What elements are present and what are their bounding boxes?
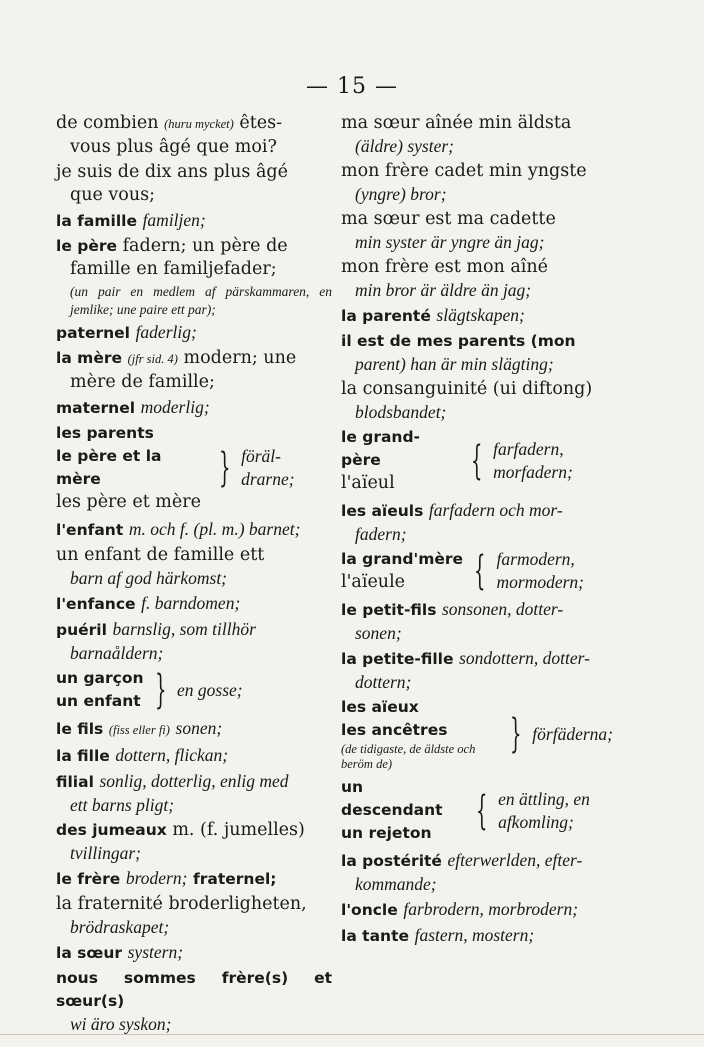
entry-continuation: que vous; <box>70 185 155 205</box>
entry-text: de combien <box>56 113 159 133</box>
headword: fraternel; <box>193 870 277 888</box>
brace-icon: } <box>509 711 522 757</box>
brace-icon: } <box>154 667 167 713</box>
headword: il est de mes parents (mon <box>341 332 576 350</box>
entry-fraternite <box>56 893 332 939</box>
entry-continuation: min bror är äldre än jag; <box>355 280 532 300</box>
headword: nous sommes frère(s) et sœur(s) <box>56 969 332 1010</box>
headword: des jumeaux <box>56 821 167 839</box>
headword: le grand-père <box>341 428 420 469</box>
entry-note-pair <box>56 283 332 319</box>
entry-continuation: (äldre) syster; <box>355 136 454 156</box>
translation: modern; une <box>183 348 297 368</box>
translation: en ättling, en afkomling; <box>498 788 590 832</box>
headword: l'enfance <box>56 595 136 613</box>
entry-text: un enfant de famille ett <box>56 545 265 565</box>
headword: le frère <box>56 870 121 888</box>
entry-fils <box>56 717 332 742</box>
entry-text: ma sœur est ma cadette <box>341 209 556 229</box>
brace-icon: } <box>218 445 231 491</box>
group-descendant <box>341 776 613 845</box>
translation: efterwerlden, efter- <box>447 850 583 870</box>
entry-pere <box>56 235 332 281</box>
translation: förfäderna; <box>532 723 613 744</box>
translation: f. barndomen; <box>141 593 241 613</box>
headword: le père <box>56 237 117 255</box>
entry-posterite <box>341 849 613 896</box>
headword: la famille <box>56 212 137 230</box>
translation: föräl-drarne; <box>241 446 295 489</box>
headword: un garçon <box>56 669 144 687</box>
headword: un descendant <box>341 778 443 819</box>
entry-petit-fils <box>341 598 613 645</box>
entry-filial <box>56 770 332 817</box>
group-aieux <box>341 696 613 772</box>
headword: l'aïeul <box>341 473 395 493</box>
translation: m. och f. (pl. m.) barnet; <box>128 519 301 539</box>
entry-nous-sommes <box>56 967 332 1036</box>
headword: la sœur <box>56 944 123 962</box>
headword: la tante <box>341 927 409 945</box>
entry-continuation: barnaåldern; <box>70 643 164 663</box>
entry-continuation: min syster är yngre än jag; <box>355 232 545 252</box>
entry-note: (huru mycket) <box>164 117 234 131</box>
entry-continuation: tvillingar; <box>70 843 141 863</box>
translation: dottern, flickan; <box>115 745 229 765</box>
translation: sondottern, dotter- <box>459 648 590 668</box>
page-number: — 15 — <box>306 74 398 99</box>
translation: barnslig, som tillhör <box>112 619 256 639</box>
entry-maternel <box>56 396 332 420</box>
entry-tante <box>341 924 613 948</box>
headword: les ancêtres <box>341 721 448 739</box>
entry-famille <box>56 209 332 233</box>
entry-cadette <box>341 208 613 254</box>
entry-text: ma sœur aînée min äldsta <box>341 113 572 133</box>
headword: les aïeuls <box>341 502 424 520</box>
entry-continuation: ett barns pligt; <box>70 795 175 815</box>
entry-parente <box>341 304 613 328</box>
headword: la postérité <box>341 852 442 870</box>
headword: les aïeux <box>341 698 419 716</box>
headword: un enfant <box>56 692 141 710</box>
entry-continuation: vous plus âgé que moi? <box>70 137 277 157</box>
translation: sonlig, dotterlig, enlig med <box>99 771 289 791</box>
entry-pueril <box>56 618 332 665</box>
group-parents <box>56 422 332 514</box>
headword: la mère <box>56 349 122 367</box>
entry-frere-cadet <box>341 160 613 206</box>
translation: farbrodern, morbrodern; <box>403 899 579 919</box>
entry-text: mon frère est mon aîné <box>341 257 549 277</box>
brace-icon: { <box>475 787 488 834</box>
entry-soeur <box>56 941 332 965</box>
headword: le père et la mère <box>56 447 162 488</box>
brace-icon: { <box>470 437 483 484</box>
translation: moderlig; <box>140 397 210 417</box>
translation: systern; <box>127 942 184 962</box>
translation: sonen; <box>175 718 223 738</box>
entry-continuation: kommande; <box>355 874 437 894</box>
headword: le petit-fils <box>341 601 437 619</box>
left-column <box>56 112 332 1038</box>
translation: farmodern, mormodern; <box>496 549 585 592</box>
entry-paternel <box>56 321 332 345</box>
translation: brodern; <box>125 868 188 888</box>
entry-note: (de tidigaste, de äldste och beröm de) <box>341 742 476 771</box>
translation: sonsonen, dotter- <box>442 599 564 619</box>
entry-note: (fiss eller fi) <box>108 723 170 737</box>
headword: filial <box>56 773 94 791</box>
translation: en gosse; <box>177 679 243 700</box>
entry-frere <box>56 867 332 891</box>
entry-aieuls <box>341 499 613 546</box>
group-garcon <box>56 667 332 713</box>
entry-text: je suis de dix ans plus âgé <box>56 162 288 182</box>
right-column <box>341 112 613 950</box>
translation: fastern, mostern; <box>414 925 535 945</box>
headword: l'aïeule <box>341 572 406 592</box>
headword: les père et mère <box>56 492 201 512</box>
entry-enfant-famille <box>56 544 332 590</box>
entry-enfant <box>56 518 332 542</box>
entry-il-est <box>341 330 613 376</box>
headword: la fille <box>56 747 110 765</box>
translation: fadern; un père de <box>122 236 288 256</box>
small-note: (un pair en medlem af pärskammaren, en jemlike; une paire ett par); <box>70 284 332 317</box>
headword: la parenté <box>341 307 431 325</box>
entry-continuation: blodsbandet; <box>355 402 447 422</box>
entry-fille <box>56 744 332 768</box>
entry-note: (jfr sid. 4) <box>127 352 178 366</box>
headword: maternel <box>56 399 136 417</box>
headword: paternel <box>56 324 130 342</box>
headword: un rejeton <box>341 824 432 842</box>
entry-mere <box>56 347 332 394</box>
entry-consanguinite <box>341 378 613 424</box>
entry-soeur-ainee <box>341 112 613 158</box>
entry-continuation: wi äro syskon; <box>70 1014 172 1034</box>
entry-aine <box>341 256 613 302</box>
headword: l'oncle <box>341 901 398 919</box>
headword: la grand'mère <box>341 550 464 568</box>
entry-combien <box>56 112 332 159</box>
entry-jumeaux <box>56 819 332 865</box>
group-grand-mere <box>341 548 613 594</box>
entry-oncle <box>341 898 613 922</box>
entry-dix-ans <box>56 161 332 207</box>
entry-text: mon frère cadet min yngste <box>341 161 587 181</box>
entry-continuation: brödraskapet; <box>70 917 170 937</box>
translation: farfadern och mor- <box>428 500 563 520</box>
headword: puéril <box>56 621 107 639</box>
entry-continuation: fadern; <box>355 524 407 544</box>
translation: faderlig; <box>135 322 197 342</box>
entry-continuation: sonen; <box>355 623 402 643</box>
translation: slägtskapen; <box>436 305 525 325</box>
translation: farfadern, morfadern; <box>493 438 573 482</box>
entry-continuation: famille en familjefader; <box>70 259 277 279</box>
headword: l'enfant <box>56 521 124 539</box>
entry-petite-fille <box>341 647 613 694</box>
entry-continuation: mère de famille; <box>70 372 215 392</box>
entry-text: la fraternité broderligheten, <box>56 894 307 914</box>
headword: la petite-fille <box>341 650 454 668</box>
brace-icon: { <box>474 548 486 594</box>
translation: familjen; <box>142 210 206 230</box>
headword: les parents <box>56 424 154 442</box>
headword: le fils <box>56 720 104 738</box>
translation: m. (f. jumelles) <box>172 820 305 840</box>
entry-text: êtes- <box>239 113 283 133</box>
page-bottom-rule <box>0 1034 704 1035</box>
entry-continuation: (yngre) bror; <box>355 184 447 204</box>
entry-continuation: parent) han är min slägting; <box>355 354 554 374</box>
entry-continuation: dottern; <box>355 672 412 692</box>
group-grand-pere <box>341 426 613 495</box>
entry-text: la consanguinité (ui diftong) <box>341 379 593 399</box>
entry-continuation: barn af god härkomst; <box>70 568 228 588</box>
entry-enfance <box>56 592 332 616</box>
